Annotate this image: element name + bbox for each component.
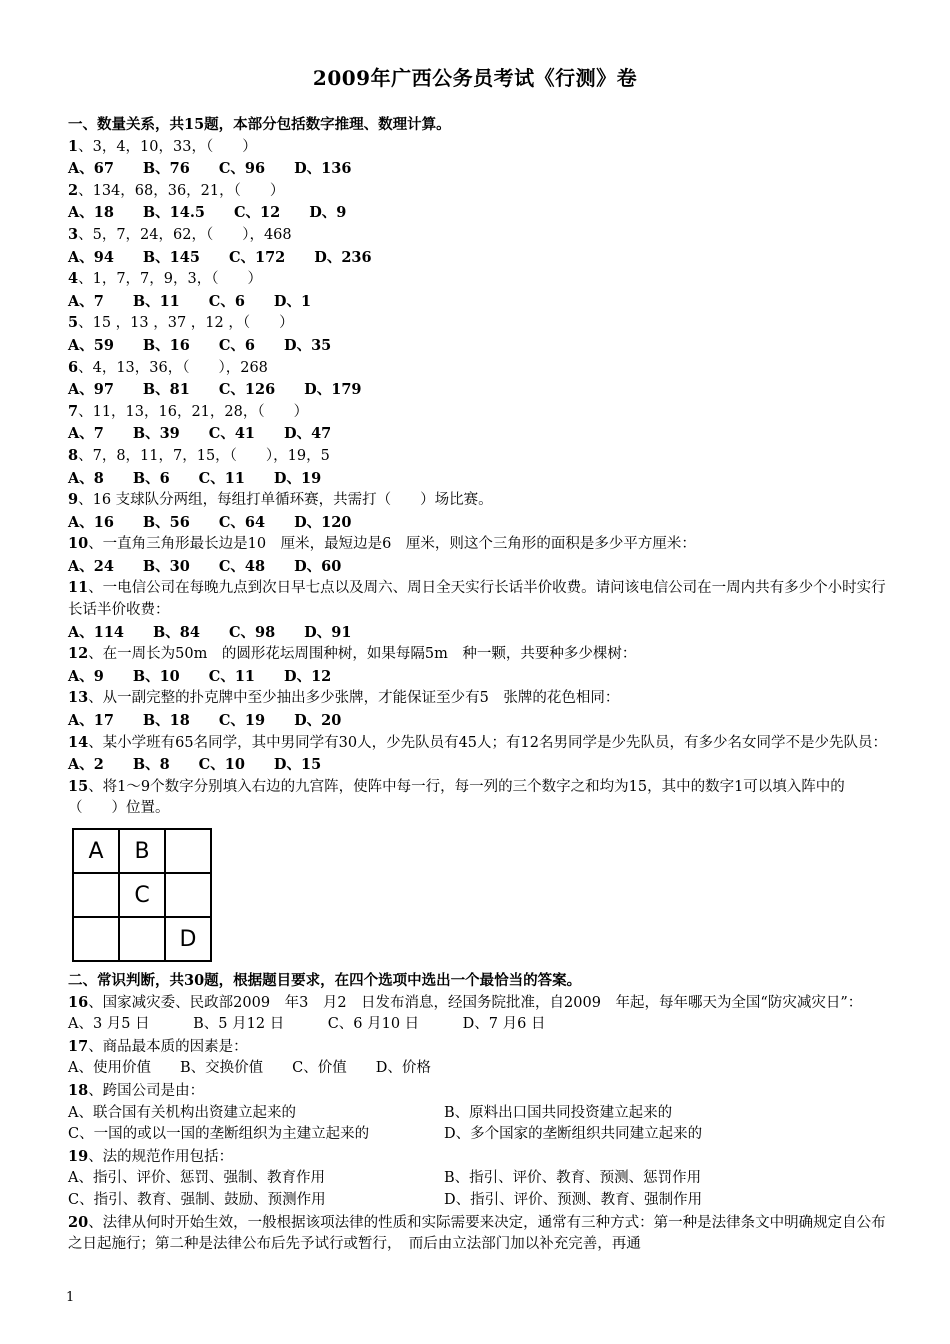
question-text: 、从一副完整的扑克牌中至少抽出多少张牌，才能保证至少有5 张牌的花色相同： [88,690,620,707]
grid-cell: C [119,873,165,917]
question-19-options-row-2 [68,1190,888,1212]
question-number: 8 [68,446,79,464]
question-text: 、某小学班有65名同学，其中男同学有30人，少先队员有45人；有12名男同学是少先队员，有多少名女同学不是少先队员： [88,734,887,751]
question-8-options: A、8 B、6 C、11 D、19 [68,469,322,487]
question-number: 13 [68,689,89,707]
question-number: 20 [68,1213,89,1231]
question-12-options: A、9 B、10 C、11 D、12 [68,667,332,685]
question-20 [68,1212,888,1256]
document-title: 2009年广西公务员考试《行测》卷 [312,66,638,90]
grid-cell [165,873,211,917]
question-15 [68,776,888,820]
document-body [68,114,888,1256]
grid-cell [165,829,211,873]
question-11 [68,577,888,621]
question-text: 、国家减灾委、民政部2009 年3 月2 日发布消息，经国务院批准，自2009 年起，每年哪天为全国“防灾减灾日”： [88,994,863,1011]
question-6 [68,357,888,380]
question-text: 、15 ，13 ，37 ，12 ，（ ） [78,315,294,332]
question-10-options: A、24 B、30 C、48 D、60 [68,557,342,575]
question-7 [68,401,888,424]
question-9-options: A、16 B、56 C、64 D、120 [68,513,352,531]
option-c: C、指引、教育、强制、鼓励、预测作用 [68,1191,326,1208]
question-12 [68,643,888,666]
question-number: 11 [68,579,89,597]
section-heading-1: 一、数量关系，共15题，本部分包括数字推理、数理计算。 [68,116,451,133]
question-number: 12 [68,645,89,663]
option-d: D、多个国家的垄断组织共同建立起来的 [444,1126,703,1143]
grid-cell: B [119,829,165,873]
question-18-options-row-1 [68,1103,888,1125]
nine-grid [72,828,212,962]
question-text: 、跨国公司是由： [88,1082,205,1099]
option-d: D、指引、评价、预测、教育、强制作用 [444,1191,703,1208]
question-number: 16 [68,993,89,1011]
question-10 [68,533,888,556]
question-number: 6 [68,358,79,376]
question-1 [68,136,888,159]
question-4 [68,268,888,291]
question-text: 、3，4，10，33，（ ） [78,138,257,155]
section-heading-2: 二、常识判断，共30题，根据题目要求，在四个选项中选出一个最恰当的答案。 [68,972,582,989]
grid-cell: A [73,829,119,873]
question-number: 15 [68,777,89,795]
question-7-options: A、7 B、39 C、41 D、47 [68,425,332,443]
question-1-options: A、67 B、76 C、96 D、136 [68,160,352,178]
question-17-options: A、使用价值 B、交换价值 C、价值 D、价格 [68,1060,431,1077]
question-4-options: A、7 B、11 C、6 D、1 [68,292,312,310]
question-13-options: A、17 B、18 C、19 D、20 [68,712,342,730]
question-2 [68,180,888,203]
question-list [68,136,888,820]
question-text: 、7，8，11，7，15，（ ），19，5 [78,447,330,464]
option-a: A、联合国有关机构出资建立起来的 [68,1104,296,1121]
question-text: 、134，68，36，21，（ ） [78,182,285,199]
question-text: 、一直角三角形最长边是10 厘米，最短边是6 厘米，则这个三角形的面积是多少平方厘米： [88,536,696,553]
grid-cell: D [165,917,211,961]
question-3 [68,224,888,247]
option-a: A、指引、评价、惩罚、强制、教育作用 [68,1170,325,1187]
question-number: 4 [68,270,79,288]
question-2-options: A、18 B、14.5 C、12 D、9 [68,204,347,222]
question-19 [68,1146,888,1169]
option-c: C、一国的或以一国的垄断组织为主建立起来的 [68,1126,370,1143]
question-8 [68,445,888,468]
grid-cell [119,917,165,961]
question-18-options-row-2 [68,1124,888,1146]
question-number: 10 [68,535,89,553]
question-number: 3 [68,225,79,243]
question-number: 5 [68,314,79,332]
question-number: 9 [68,491,79,509]
question-3-options: A、94 B、145 C、172 D、236 [68,248,372,266]
question-16-options: A、3 月5 日 B、5 月12 日 C、6 月10 日 D、7 月6 日 [68,1016,546,1033]
question-13 [68,687,888,710]
question-text: 、5，7，24，62，（ ），468 [78,226,292,243]
question-number: 2 [68,181,79,199]
question-text: 、将1～9个数字分别填入右边的九宫阵，使阵中每一行，每一列的三个数字之和均为15，其中的数字1可以填入阵中的（ ）位置。 [68,778,845,817]
grid-cell [73,873,119,917]
question-5 [68,312,888,335]
question-text: 、4，13，36，（ ），268 [78,359,268,376]
question-19-options-row-1 [68,1168,888,1190]
question-number: 14 [68,733,89,751]
grid-cell [73,917,119,961]
question-14 [68,732,888,755]
question-6-options: A、97 B、81 C、126 D、179 [68,381,362,399]
question-text: 、法的规范作用包括： [88,1148,234,1165]
question-14-options: A、2 B、8 C、10 D、15 [68,756,322,774]
option-b: B、指引、评价、教育、预测、惩罚作用 [444,1170,702,1187]
question-text: 、在一周长为50m 的圆形花坛周围种树，如果每隔5m 种一颗，共要种多少棵树： [88,646,637,663]
option-b: B、原料出口国共同投资建立起来的 [444,1104,673,1121]
question-9 [68,489,888,512]
question-number: 1 [68,137,79,155]
page-number: 1 [66,1290,75,1305]
question-text: 、11，13，16，21，28，（ ） [78,403,309,420]
question-text: 、1，7，7，9，3，（ ） [78,271,262,288]
question-5-options: A、59 B、16 C、6 D、35 [68,336,332,354]
question-text: 、法律从何时开始生效，一般根据该项法律的性质和实际需要来决定，通常有三种方式：第一种是法律条文中明确规定自公布之日起施行；第二种是法律公布后先予试行或暂行， 而后由立法部门加以补充完善，再通 [68,1214,886,1253]
question-18 [68,1080,888,1103]
question-11-options: A、114 B、84 C、98 D、91 [68,623,352,641]
question-text: 、一电信公司在每晚九点到次日早七点以及周六、周日全天实行长话半价收费。请问该电信公司在一周内共有多少个小时实行长话半价收费： [68,580,886,619]
question-text: 、16 支球队分两组，每组打单循环赛，共需打（ ）场比赛。 [78,492,493,509]
question-number: 18 [68,1081,89,1099]
question-text: 、商品最本质的因素是： [88,1038,248,1055]
question-17 [68,1036,888,1059]
question-number: 19 [68,1147,89,1165]
question-16 [68,992,888,1015]
question-number: 7 [68,402,79,420]
question-number: 17 [68,1037,89,1055]
